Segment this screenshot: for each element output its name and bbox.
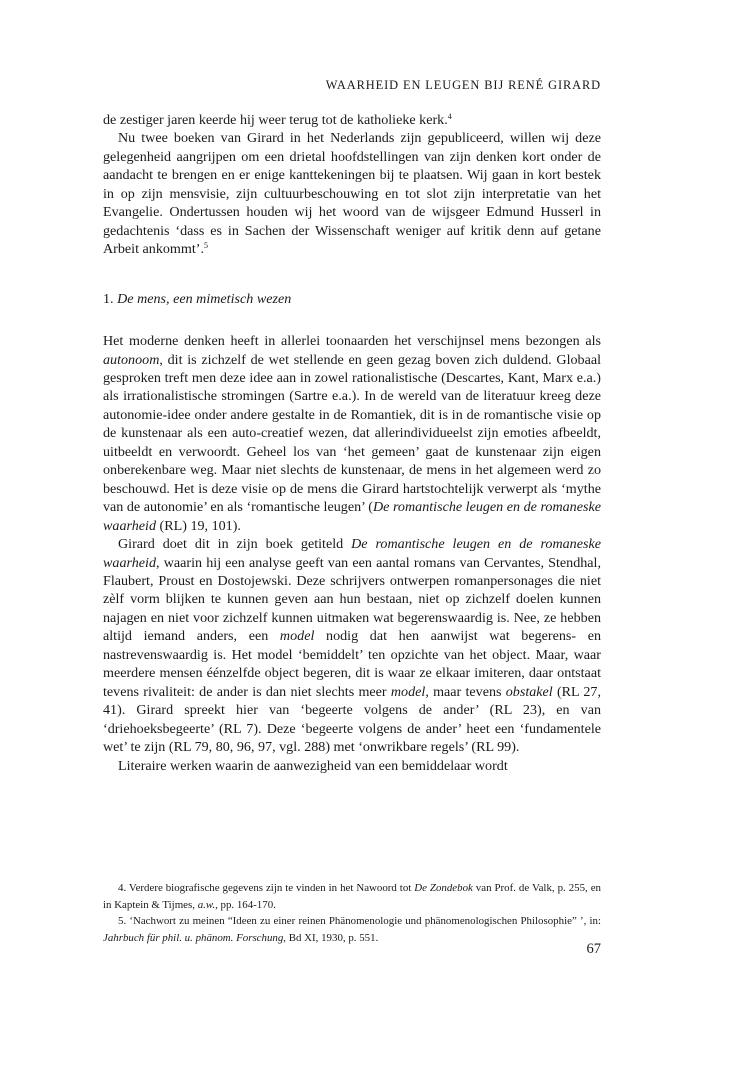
body-text	[103, 111, 601, 775]
section-number: 1.	[103, 290, 114, 307]
paragraph-4	[103, 535, 601, 756]
p4-italic-model: model	[279, 628, 315, 645]
paragraph-1-text: de zestiger jaren keerde hij weer terug tot de katholieke kerk.	[103, 112, 448, 128]
paragraph-3	[103, 332, 601, 535]
fn4-italic-title: De Zondebok	[414, 882, 473, 894]
note-ref-5: 5	[203, 241, 208, 251]
paragraph-5-text: Literaire werken waarin de aanwezigheid van een bemiddelaar wordt	[118, 757, 508, 774]
note-ref-4: 4	[447, 112, 452, 121]
p4-text-e: nodig dat hen aanwijst wat begerens- en nastrevenswaardig is. Het model ‘bemiddelt’ ten opzichte van het object. Maar, waar meerdere mensen éénzelfde object begeren, dit is waar ze elkaar imiteren, daar ontstaat tevens rivaliteit: de ander is dan niet slechts meer	[103, 628, 602, 700]
fn4-text-c: van Prof. de Valk, p. 255, en in Kaptein & Tijmes,	[103, 882, 601, 911]
p4-italic-book-title: De romantische leugen en de romaneske waarheid	[103, 536, 601, 571]
section-heading	[103, 290, 601, 308]
p3-italic-book-title: De romantische leugen en de romaneske waarheid	[103, 499, 601, 534]
p4-text-g: , maar tevens	[425, 683, 506, 700]
footnote-4	[103, 880, 601, 913]
footnotes	[103, 880, 601, 946]
fn5-italic-journal: Jahrbuch für phil. u. phänom. Forschung	[103, 931, 284, 944]
fn5-text-a: 5. ‘Nachwort zu meinen “Ideen zu einer reinen Phänomenologie und phänomenologischen Philosophie” ’, in:	[118, 915, 601, 928]
section-title: De mens, een mimetisch wezen	[117, 290, 292, 307]
fn4-text-a: 4. Verdere biografische gegevens zijn te vinden in het Nawoord tot	[118, 882, 415, 894]
p4-text-i: (RL 27, 41). Girard spreekt hier van ‘begeerte volgens de ander’ (RL 23), en van ‘driehoeksbegeerte’ (RL 7). Deze ‘begeerte volgens de ander’ heet een ‘fundamentele wet’ te zijn (RL 79, 80, 96, 97, vgl. 288) met ‘onwrikbare regels’ (RL 99).	[103, 683, 601, 756]
running-head: WAARHEID EN LEUGEN BIJ RENÉ GIRARD	[325, 78, 601, 92]
paragraph-2	[103, 129, 601, 258]
page-number: 67	[586, 941, 601, 957]
fn5-text-c: , Bd XI, 1930, p. 551.	[283, 931, 379, 944]
p3-text-c: , dit is zichzelf de wet stellende en geen gezag boven zich duldend. Globaal gesproken treft men deze idee aan in zowel rationalistische (Descartes, Kant, Marx e.a.) als irrationalistische stromingen (Sartre e.a.). In de wereld van de literatuur kreeg deze autonomie-idee onder andere gestalte in de Romantiek, dit is in de romantische visie op de kunstenaar als een auto-creatief wezen, dat allerindividueelst zijn emoties afbeeldt, uitbeeldt en verwoordt. Geheel los van ‘het gemeen’ gaat de kunstenaar zijn eigen onberekenbare weg. Maar niet slechts de kunstenaar, de mens in het algemeen werd zo beschouwd. Het is deze visie op de mens die Girard hartstochtelijk verwerpt als ‘mythe van de autonomie’ en als ‘romantische leugen’ (	[103, 351, 601, 516]
p3-text-e: (RL) 19, 101).	[156, 517, 241, 534]
p4-italic-model-2: model	[390, 683, 426, 700]
p4-italic-obstakel: obstakel	[505, 683, 553, 700]
p3-text-a: Het moderne denken heeft in allerlei toonaarden het verschijnsel mens bezongen als	[103, 333, 601, 350]
p4-text-c: , waarin hij een analyse geeft van een aantal romans van Cervantes, Stendhal, Flaubert, Proust en Dostojewski. Deze schrijvers ontwerpen romanpersonages die niet zèlf vorm blijken te kunnen geven aan hun bestaan, niet op zichzelf doelen kunnen najagen en niet voor zichzelf kunnen uitmaken wat begerenswaardig is. Nee, ze hebben altijd iemand anders, een	[103, 554, 601, 645]
paragraph-1	[103, 111, 601, 129]
fn4-text-e: , pp. 164-170.	[215, 898, 276, 911]
paragraph-2-text: Nu twee boeken van Girard in het Nederlands zijn gepubliceerd, willen wij deze gelegenheid aangrijpen om een drietal hoofdstellingen van zijn denken kort onder de aandacht te brengen en er enige kanttekeningen bij te plaatsen. Wij gaan in kort bestek in op zijn mensvisie, zijn cultuurbeschouwing en tot slot zijn interpretatie van het Evangelie. Ondertussen houden wij het woord van de wijsgeer Edmund Husserl in gedachtenis ‘dass es in Sachen der Wissenschaft weniger auf kritik denn auf getane Arbeit ankommt’.	[103, 130, 601, 258]
fn4-italic-aw: a.w.	[197, 898, 216, 911]
p4-text-a: Girard doet dit in zijn boek getiteld	[118, 536, 352, 553]
p3-italic-autonoom: autonoom	[103, 351, 160, 368]
paragraph-5	[103, 757, 601, 775]
